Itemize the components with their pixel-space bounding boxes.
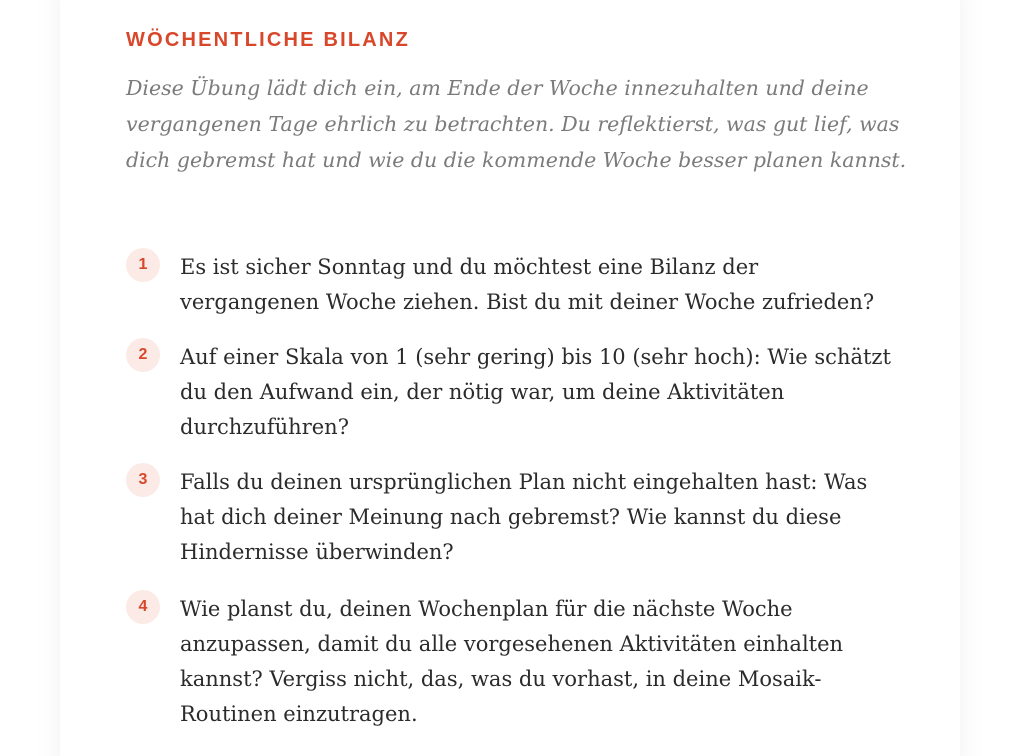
question-text: Auf einer Skala von 1 (sehr gering) bis 10 (sehr hoch): Wie schätzt du den Aufwand ein, der nötig war, um deine Aktivitäten durchzuführen? [180, 345, 891, 439]
intro-text: Diese Übung lädt dich ein, am Ende der Woche innezuhalten und deine vergangenen Tage ehrlich zu betrachten. Du reflektierst, was gut lief, was dich gebremst hat und wie du die kommende Woche besser planen kannst. [126, 76, 907, 172]
question-number-badge: 2 [126, 338, 160, 372]
question-text: Es ist sicher Sonntag und du möchtest eine Bilanz der vergangenen Woche ziehen. Bist du mit deiner Woche zufrieden? [180, 255, 875, 314]
question-number-badge: 3 [126, 463, 160, 497]
question-number-badge: 4 [126, 590, 160, 624]
section-heading: WÖCHENTLICHE BILANZ [126, 29, 410, 51]
question-text: Falls du deinen ursprünglichen Plan nicht eingehalten hast: Was hat dich deiner Meinung nach gebremst? Wie kannst du diese Hindernisse überwinden? [180, 470, 868, 564]
question-text: Wie planst du, deinen Wochenplan für die nächste Woche anzupassen, damit du alle vorgesehenen Aktivitäten einhalten kannst? Vergiss nicht, das, was du vorhast, in deine Mosaik-Routinen einzutragen. [180, 597, 844, 726]
question-number-badge: 1 [126, 248, 160, 282]
